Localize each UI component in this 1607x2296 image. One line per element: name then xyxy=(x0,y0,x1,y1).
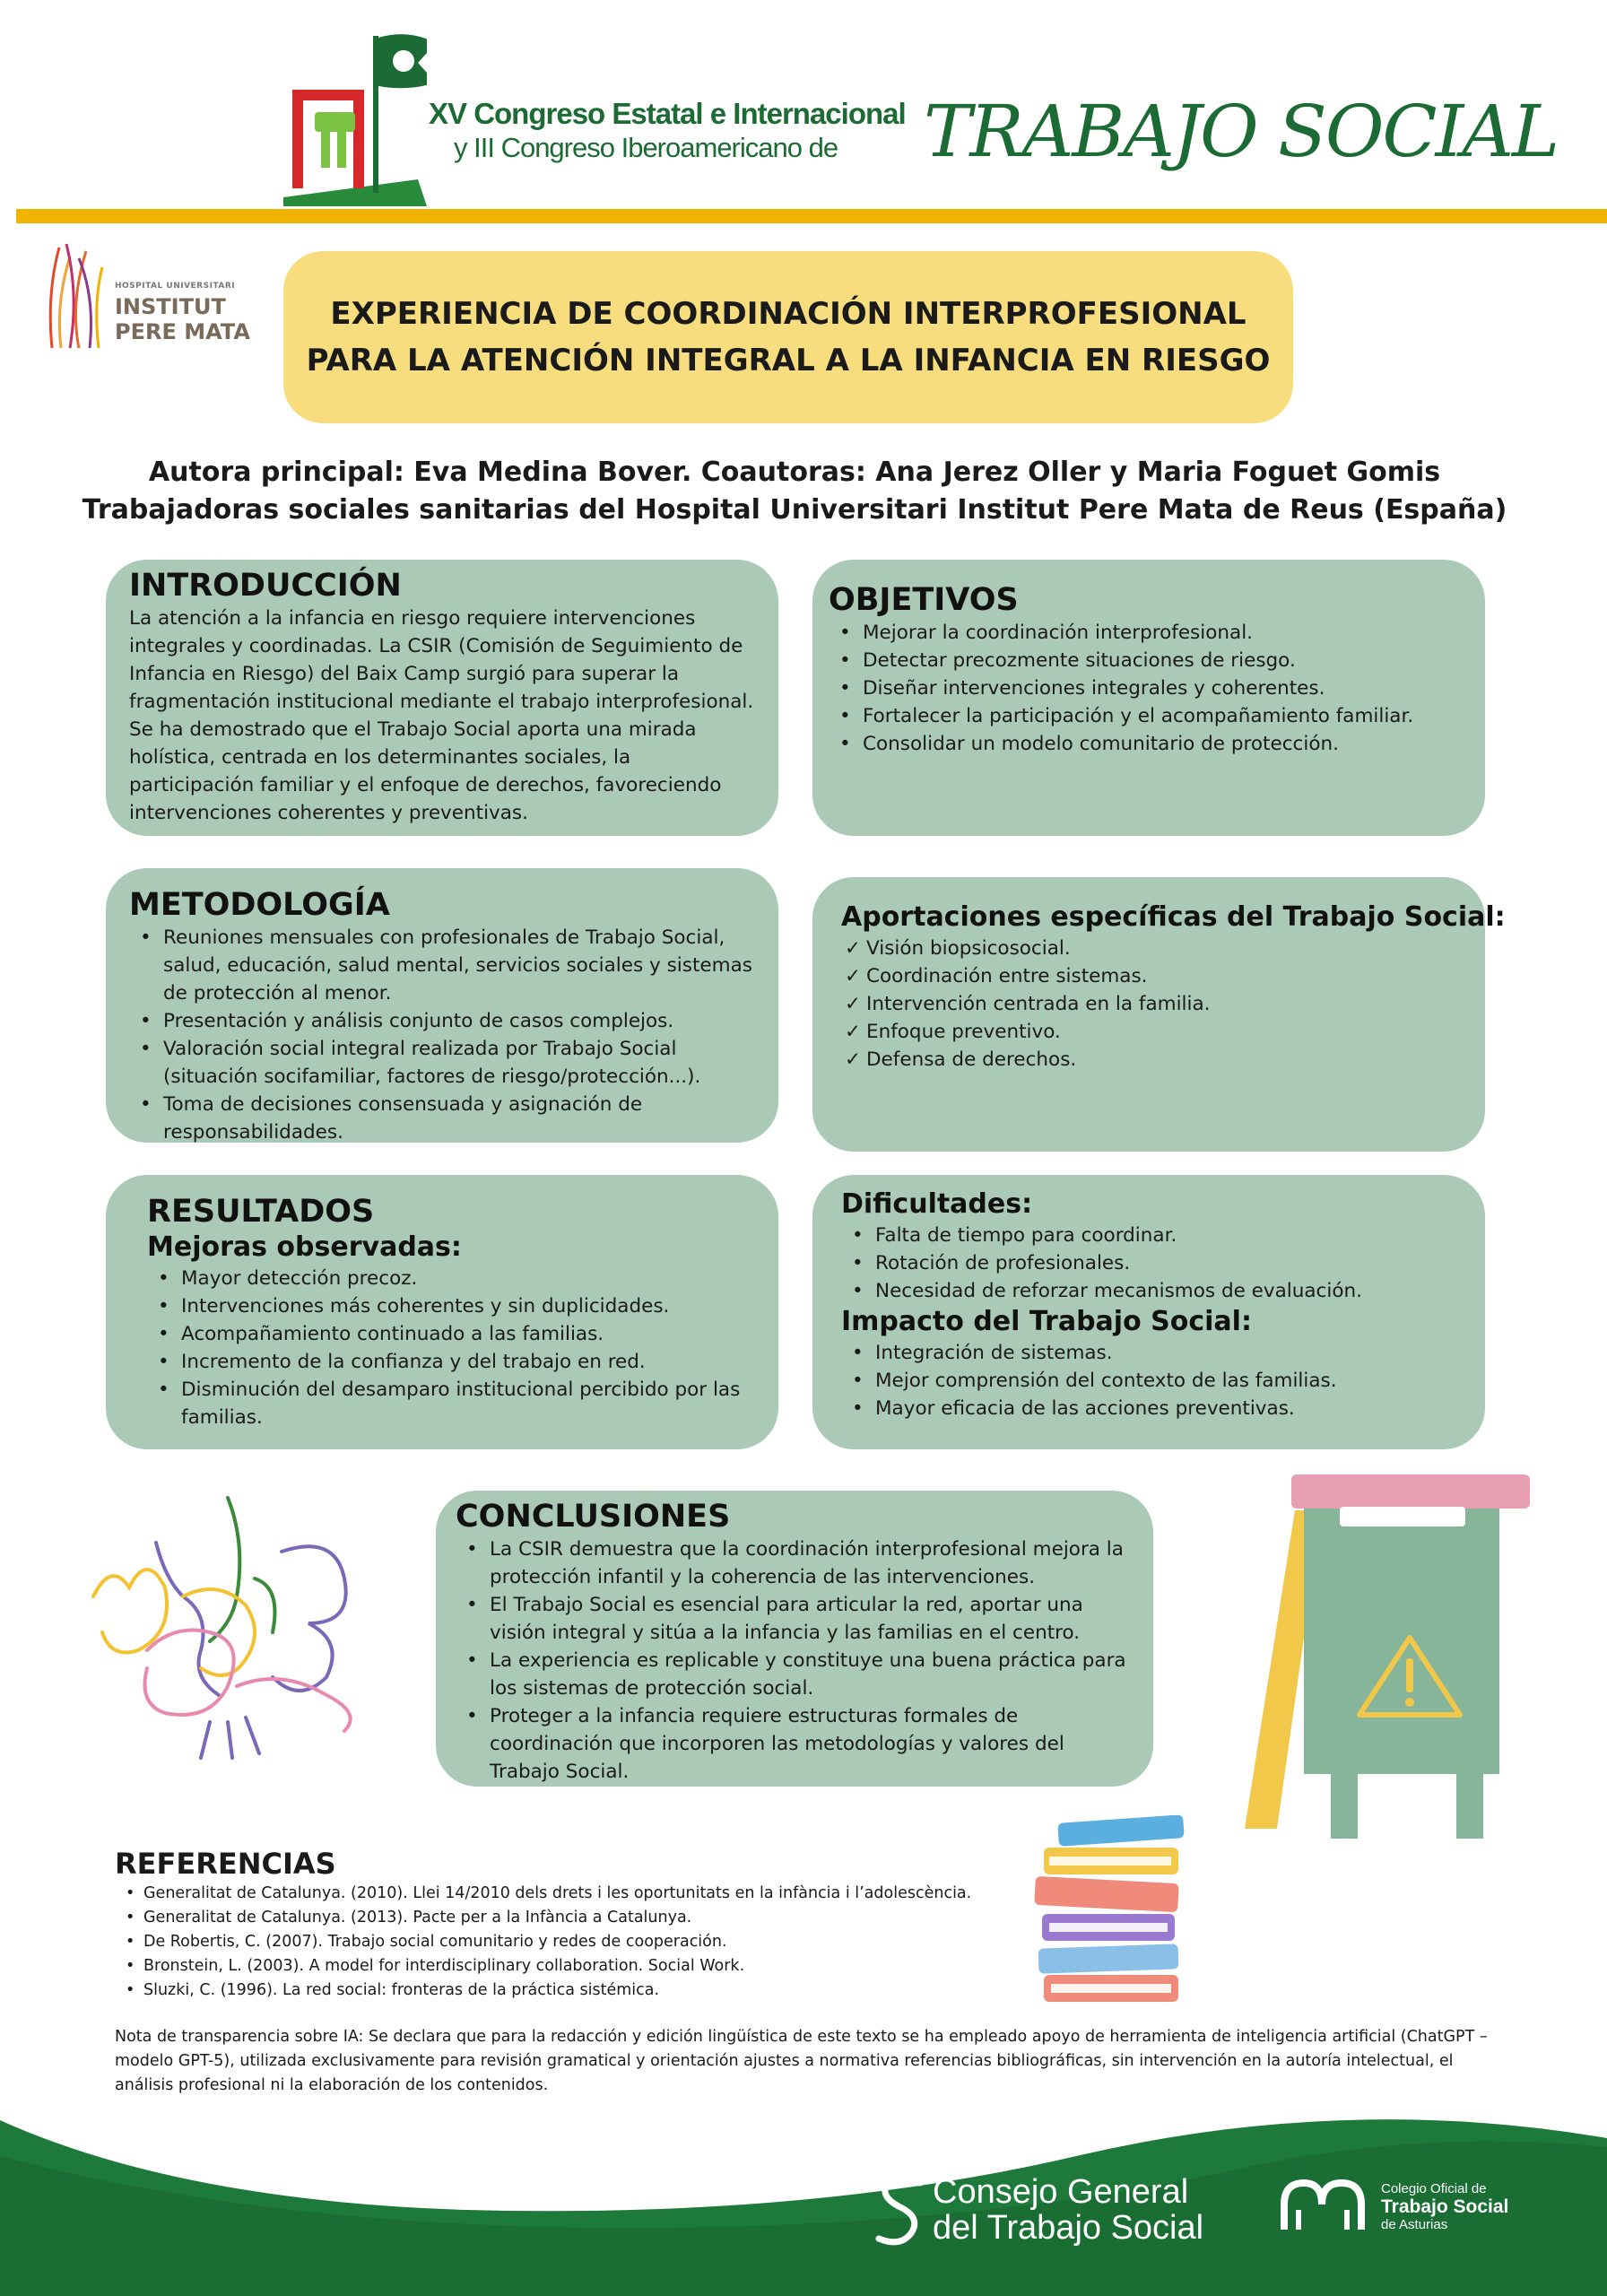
list-item-text: Intervención centrada en la familia. xyxy=(866,993,1211,1015)
methodology-list xyxy=(129,924,755,1146)
list-item: • Generalitat de Catalunya. (2013). Pacte per a la Infància a Catalunya. xyxy=(115,1906,1012,1930)
list-item: • Proteger a la infancia requiere estructuras formales de coordinación que incorporen las metodologías y valores del Trabajo Social. xyxy=(456,1702,1132,1786)
impact-list xyxy=(841,1339,1464,1422)
results-subheading: Mejoras observadas: xyxy=(147,1231,462,1263)
list-item: • Reuniones mensuales con profesionales de Trabajo Social, salud, educación, salud mental, servicios sociales y sistemas de protección al menor. xyxy=(129,924,755,1007)
hospital-logo-mark xyxy=(43,240,108,353)
congress-header xyxy=(0,0,1607,208)
list-item: • Valoración social integral realizada por Trabajo Social (situación socifamiliar, factores de riesgo/protección...). xyxy=(129,1035,755,1091)
intro-text: La atención a la infancia en riesgo requiere intervenciones integrales y coordinadas. La CSIR (Comisión de Seguimiento de Infancia en Riesgo) del Baix Camp surgió para superar la fragmentación institucional mediante el trabajo interprofesional. Se ha demostrado que el Trabajo Social aporta una mirada holística, centrada en los determinantes sociales, la participación familiar y el enfoque de derechos, favoreciendo intervenciones coherentes y preventivas. xyxy=(129,607,754,824)
list-item: • La CSIR demuestra que la coordinación interprofesional mejora la protección infantil y la coherencia de las intervenciones. xyxy=(456,1535,1132,1591)
list-item: • Generalitat de Catalunya. (2010). Llei 14/2010 dels drets i les oportunitats en la infància i l’adolescència. xyxy=(115,1882,1012,1906)
colegio-line2: Trabajo Social xyxy=(1381,2196,1509,2217)
list-item: • Intervenciones más coherentes y sin duplicidades. xyxy=(147,1292,755,1320)
difficulties-list xyxy=(841,1222,1464,1305)
list-item: • Bronstein, L. (2003). A model for interdisciplinary collaboration. Social Work. xyxy=(115,1954,1012,1979)
references-list xyxy=(115,1882,1012,2003)
list-item: • Consolidar un modelo comunitario de protección. xyxy=(829,730,1464,758)
contributions-panel xyxy=(812,877,1506,1152)
list-item: • Acompañamiento continuado a las familias. xyxy=(147,1320,755,1348)
difficulties-heading: Dificultades: xyxy=(841,1188,1033,1220)
consejo-s-logo xyxy=(873,2170,931,2251)
congress-title-line2: y III Congreso Iberoamericano de xyxy=(454,132,838,163)
list-item: • Detectar precozmente situaciones de riesgo. xyxy=(829,647,1464,674)
list-item: • Sluzki, C. (1996). La red social: fronteras de la práctica sistémica. xyxy=(115,1979,1012,2003)
check-icon: ✓ xyxy=(845,993,862,1015)
authors-line1: Autora principal: Eva Medina Bover. Coautoras: Ana Jerez Oller y Maria Foguet Gomis xyxy=(148,457,1441,488)
hospital-logo-line1: INSTITUT xyxy=(115,294,226,319)
check-icon: ✓ xyxy=(845,937,862,960)
conclusions-panel xyxy=(436,1491,1153,1787)
list-item: • Rotación de profesionales. xyxy=(841,1249,1464,1277)
list-item xyxy=(841,1018,1464,1046)
list-item: • Disminución del desamparo institucional percibido por las familias. xyxy=(147,1376,755,1431)
list-item: • Toma de decisiones consensuada y asignación de responsabilidades. xyxy=(129,1091,755,1146)
references-section xyxy=(115,1846,1012,2003)
contributions-list xyxy=(841,935,1464,1074)
list-item-text: Defensa de derechos. xyxy=(866,1048,1077,1071)
methodology-panel xyxy=(106,868,778,1143)
check-icon: ✓ xyxy=(845,965,862,987)
colegio-asturias-logo xyxy=(1381,2181,1508,2233)
colegio-line3: de Asturias xyxy=(1381,2217,1448,2232)
list-item: • De Robertis, C. (2007). Trabajo social comunitario y redes de cooperación. xyxy=(115,1930,1012,1954)
hospital-logo-line2: PERE MATA xyxy=(115,319,250,344)
impact-heading: Impacto del Trabajo Social: xyxy=(841,1306,1252,1337)
books-illustration xyxy=(1031,1815,1193,2004)
poster-title-line2: PARA LA ATENCIÓN INTEGRAL A LA INFANCIA EN RIESGO xyxy=(306,343,1271,378)
list-item xyxy=(841,935,1464,962)
list-item-text: Coordinación entre sistemas. xyxy=(866,965,1148,987)
list-item: • Falta de tiempo para coordinar. xyxy=(841,1222,1464,1249)
consejo-general-logo xyxy=(933,2174,1203,2246)
ai-transparency-note: Nota de transparencia sobre IA: Se declara que para la redacción y edición lingüística de este texto se ha empleado apoyo de herramienta de inteligencia artificial (ChatGPT – modelo GPT-5), utilizada exclusivamente para revisión gramatical y orientación ajustes a normativa referencias bibliográficas, sin intervención en la autoría intelectual, el análisis profesional ni la elaboración de los contenidos. xyxy=(115,2028,1488,2094)
conclusions-list xyxy=(456,1535,1132,1786)
list-item xyxy=(841,990,1464,1018)
list-item: • Necesidad de reforzar mecanismos de evaluación. xyxy=(841,1277,1464,1305)
list-item: • Mejor comprensión del contexto de las familias. xyxy=(841,1367,1464,1395)
congress-trabajo-social: TRABAJO SOCIAL xyxy=(924,90,1559,173)
congress-title-line1: XV Congreso Estatal e Internacional xyxy=(429,97,906,130)
warning-sign-illustration xyxy=(1241,1474,1530,1851)
consejo-line2: del Trabajo Social xyxy=(933,2209,1204,2247)
list-item: • La experiencia es replicable y constituye una buena práctica para los sistemas de protección social. xyxy=(456,1647,1132,1702)
results-panel xyxy=(106,1175,778,1449)
poster-title-line1: EXPERIENCIA DE COORDINACIÓN INTERPROFESIONAL xyxy=(330,296,1247,332)
difficulties-panel xyxy=(812,1175,1485,1449)
hospital-logo-small: HOSPITAL UNIVERSITARI xyxy=(115,282,236,291)
list-item: • Incremento de la confianza y del trabajo en red. xyxy=(147,1348,755,1376)
intro-heading: INTRODUCCIÓN xyxy=(129,568,402,604)
colegio-logo-mark xyxy=(1281,2178,1376,2233)
references-heading: REFERENCIAS xyxy=(115,1847,336,1881)
list-item: • Integración de sistemas. xyxy=(841,1339,1464,1367)
list-item: • Fortalecer la participación y el acompañamiento familiar. xyxy=(829,702,1464,730)
contributions-heading: Aportaciones específicas del Trabajo Social: xyxy=(841,901,1506,933)
list-item: • Diseñar intervenciones integrales y coherentes. xyxy=(829,674,1464,702)
results-heading: RESULTADOS xyxy=(147,1194,375,1230)
authors-line2: Trabajadoras sociales sanitarias del Hospital Universitari Institut Pere Mata de Reus (España) xyxy=(82,494,1507,526)
authors-block xyxy=(0,454,1589,529)
colegio-line1: Colegio Oficial de xyxy=(1381,2181,1487,2196)
conclusions-heading: CONCLUSIONES xyxy=(456,1499,731,1535)
objectives-heading: OBJETIVOS xyxy=(829,582,1019,618)
hands-illustration xyxy=(75,1489,371,1767)
list-item-text: Enfoque preventivo. xyxy=(866,1021,1061,1043)
methodology-heading: METODOLOGÍA xyxy=(129,887,390,923)
list-item: • Mayor detección precoz. xyxy=(147,1265,755,1292)
poster-title-box xyxy=(283,251,1293,423)
list-item: • El Trabajo Social es esencial para articular la red, aportar una visión integral y sitúa a la infancia y las familias en el centro. xyxy=(456,1591,1132,1647)
list-item: • Presentación y análisis conjunto de casos complejos. xyxy=(129,1007,755,1035)
list-item-text: Visión biopsicosocial. xyxy=(866,937,1071,960)
check-icon: ✓ xyxy=(845,1048,862,1071)
header-divider-bar xyxy=(16,209,1607,223)
hospital-logo-name xyxy=(115,294,250,344)
objectives-panel xyxy=(812,560,1485,836)
intro-panel xyxy=(106,560,778,836)
congress-flag-logo xyxy=(283,27,427,206)
list-item xyxy=(841,1046,1464,1074)
list-item: • Mayor eficacia de las acciones preventivas. xyxy=(841,1395,1464,1422)
list-item: • Mejorar la coordinación interprofesional. xyxy=(829,619,1464,647)
objectives-list xyxy=(829,619,1464,758)
list-item xyxy=(841,962,1464,990)
consejo-line1: Consejo General xyxy=(933,2173,1189,2211)
results-list xyxy=(147,1265,755,1431)
check-icon: ✓ xyxy=(845,1021,862,1043)
